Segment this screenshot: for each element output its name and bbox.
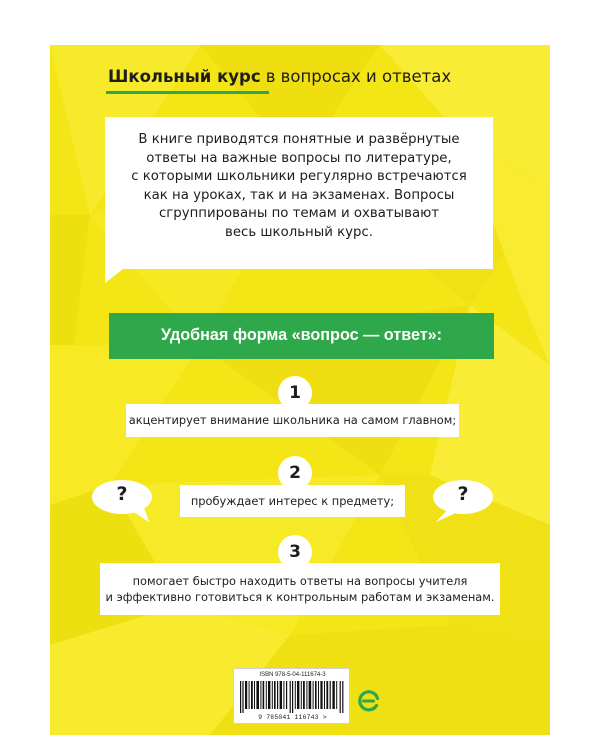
question-mark-left: ?	[116, 483, 128, 505]
barcode-digits: 9 785041 116743 >	[258, 714, 327, 721]
question-bubble-left	[91, 479, 153, 523]
barcode-icon	[240, 681, 344, 713]
barcode-block	[233, 668, 350, 724]
question-bubble-right	[432, 479, 494, 523]
item-number-1: 1	[278, 376, 312, 410]
series-title-rest: в вопросах и ответах	[265, 67, 452, 86]
publisher-logo-icon	[357, 689, 381, 713]
item-number-3: 3	[278, 535, 312, 569]
intro-callout-tail	[105, 269, 123, 283]
item-text-1: акцентирует внимание школьника на самом главном;	[128, 413, 457, 427]
book-back-cover	[50, 45, 550, 735]
item-text-3: помогает быстро находить ответы на вопросы учителя и эффективно готовиться к контрольным работам и экзаменам.	[105, 574, 495, 604]
series-title-bold: Школьный курс	[108, 67, 261, 86]
question-mark-right: ?	[457, 483, 469, 505]
feature-banner-text: Удобная форма «вопрос — ответ»:	[160, 326, 443, 344]
item-number-2: 2	[278, 456, 312, 490]
series-title	[108, 67, 451, 86]
isbn-number: ISBN 978-5-04-111674-3	[259, 672, 326, 678]
intro-text: В книге приводятся понятные и развёрнутые ответы на важные вопросы по литературе, с которыми школьники регулярно встречаются как на уроках, так и на экзаменах. Вопросы сгруппированы по темам и охватывают весь школьный курс.	[131, 132, 467, 240]
title-underline	[106, 91, 269, 94]
item-text-2: пробуждает интерес к предмету;	[190, 494, 395, 508]
